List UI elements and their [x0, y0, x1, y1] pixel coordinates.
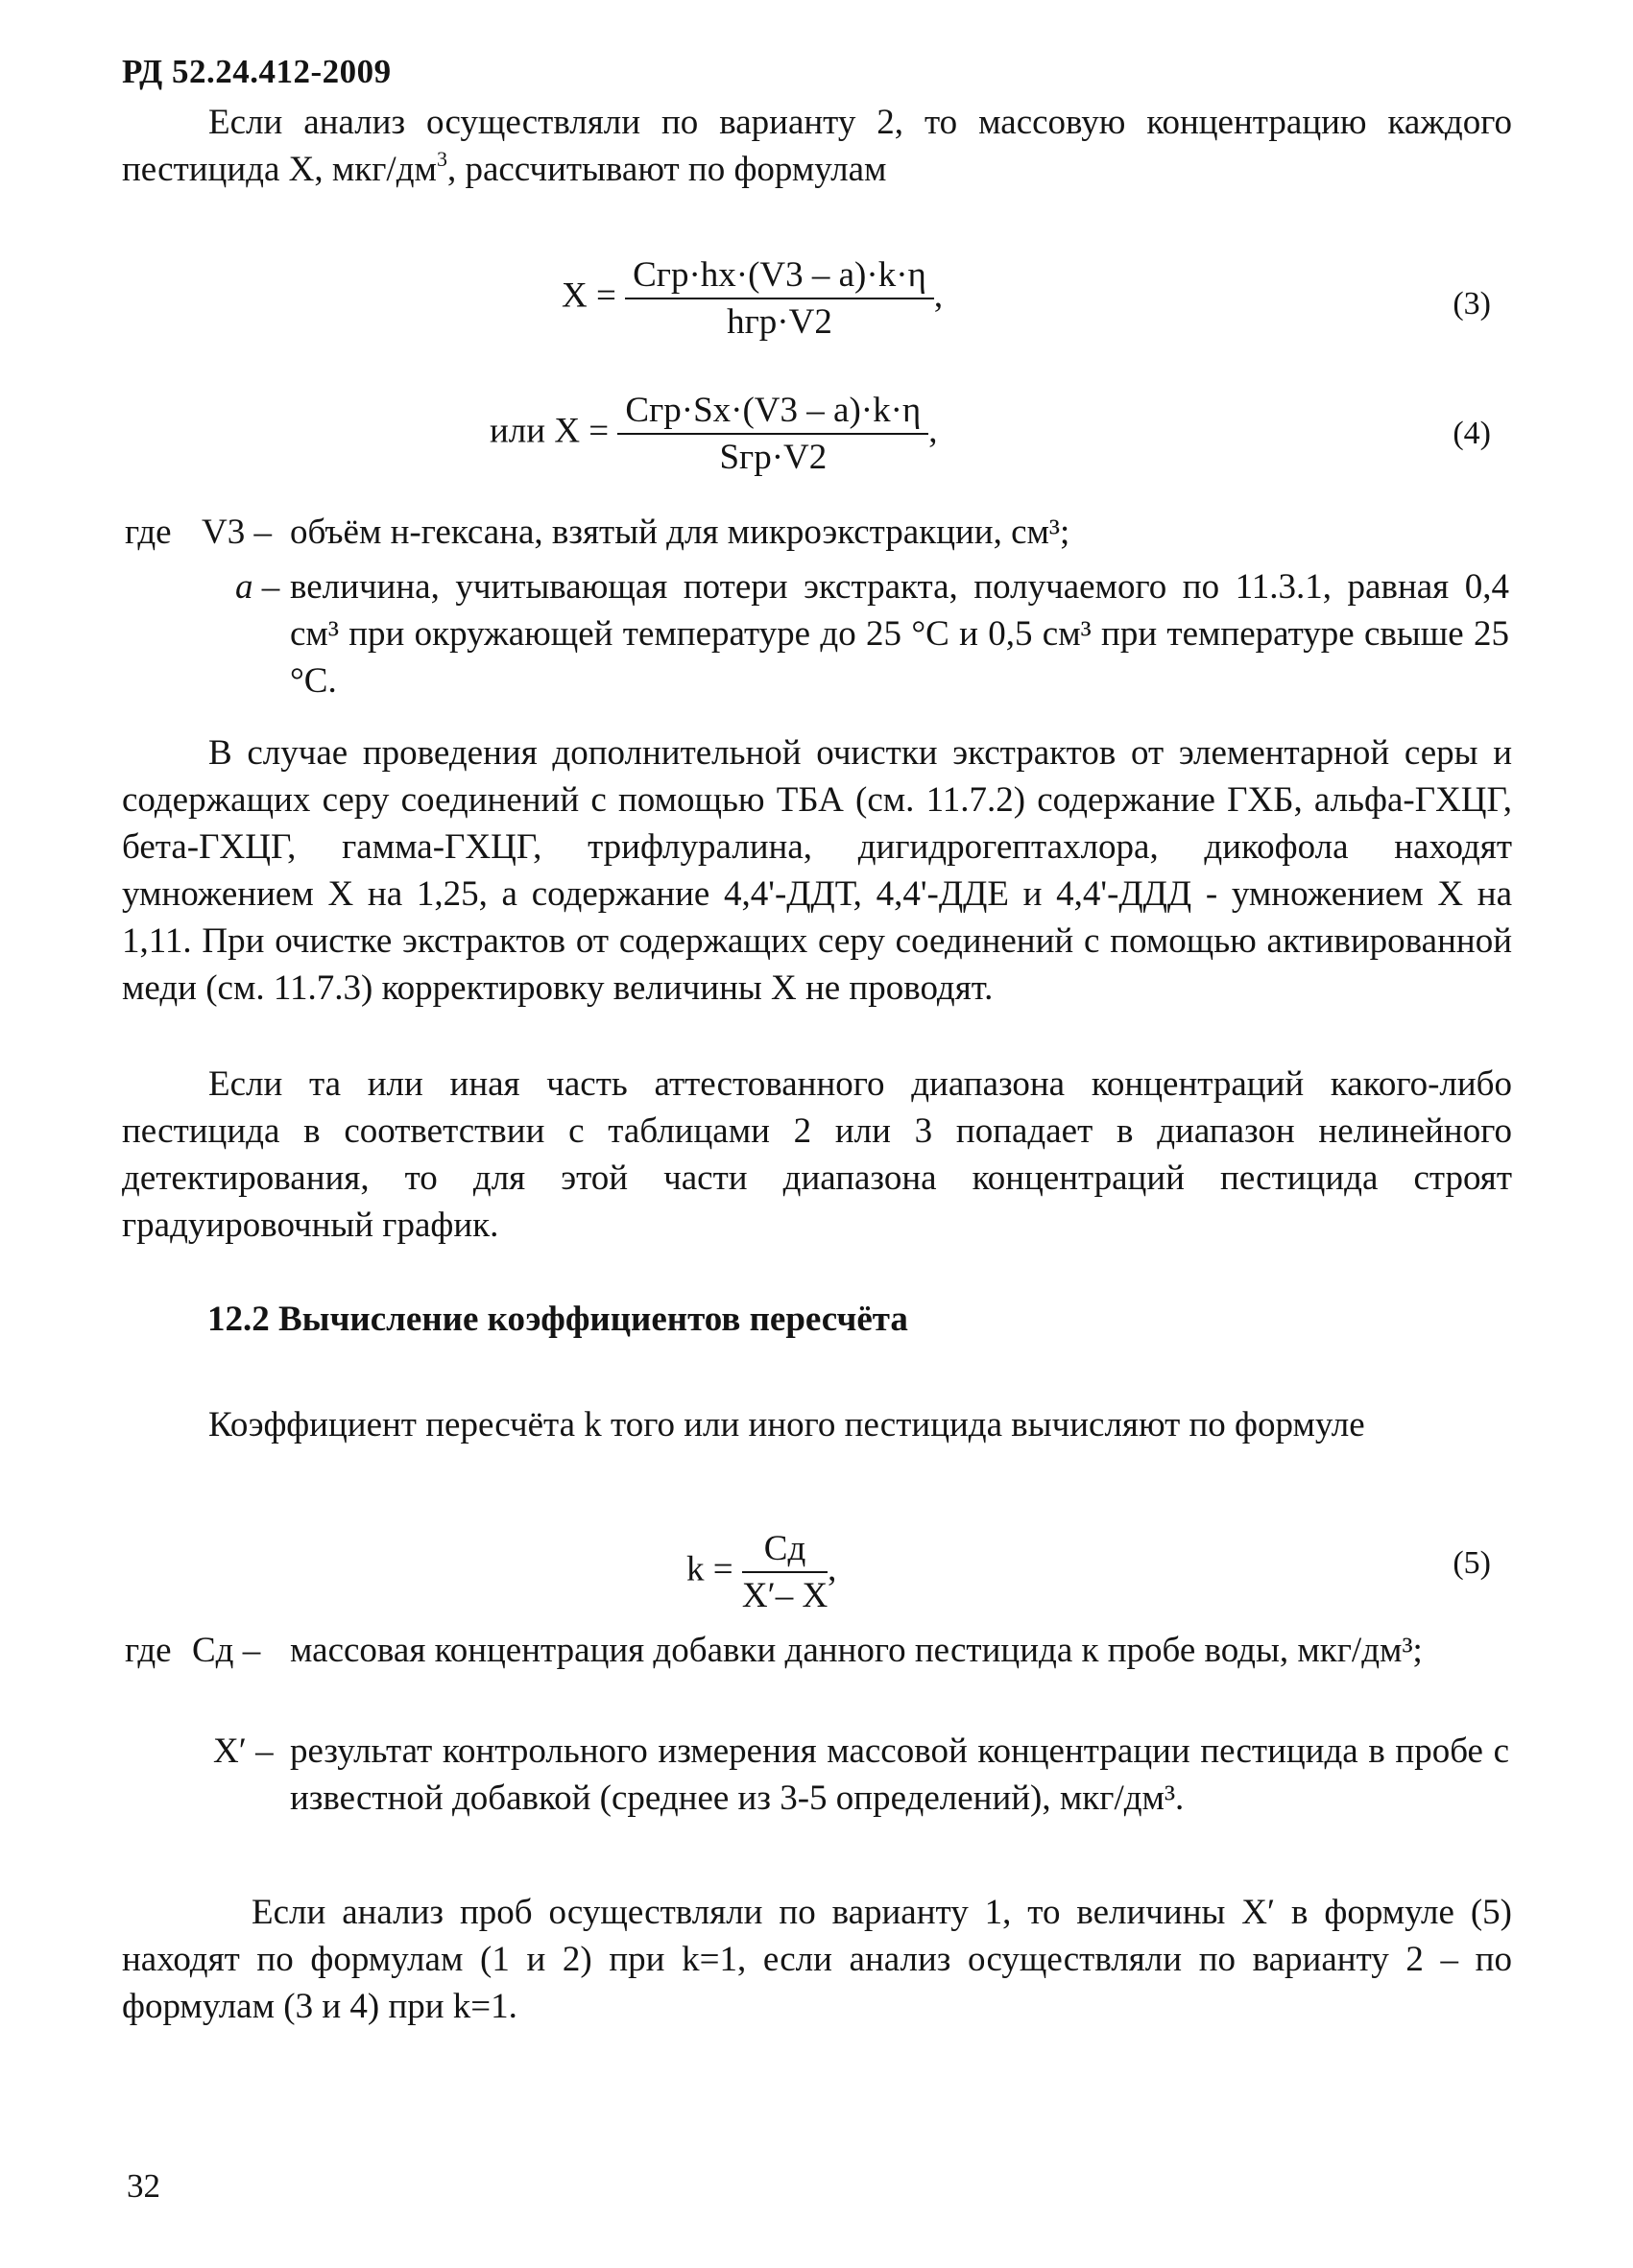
definition-text-a: величина, учитывающая потери экстракта, получаемого по 11.3.1, равная 0,4 см³ при окружающей температуре до 25 °С и 0,5 см³ при температуре свыше 25 °С.: [290, 567, 1509, 701]
formula-3-number: (3): [1453, 286, 1491, 322]
formula-4-lhs: или X =: [490, 411, 610, 451]
formula-3-comma: ,: [933, 275, 944, 316]
paragraph-coefficient-intro: [122, 1401, 1512, 1448]
paragraph-nonlinear-range: [122, 1061, 1512, 1249]
definition-text-v3: объём н-гексана, взятый для микроэкстракции, см³;: [290, 513, 1070, 552]
definitions-lead: где: [125, 513, 172, 552]
page-number: 32: [127, 2167, 160, 2205]
formula-4-numerator: Cгр·Sx·(V3 – a)·k·η: [617, 390, 928, 435]
formula-5-fraction: [742, 1528, 828, 1616]
definition-term-cd: Cд –: [192, 1631, 261, 1670]
formula-4-fraction: [617, 390, 928, 478]
intro-text-end: , рассчитывают по формулам: [446, 150, 887, 189]
paragraph-cleanup-text: В случае проведения дополнительной очистки экстрактов от элементарной серы и содержащих серу соединений с помощью ТБА (см. 11.7.2) содержание ГХБ, альфа-ГХЦГ, бета-ГХЦГ, гамма-ГХЦГ, трифлуралина, дигидрогептахлора, дикофола находят умножением X на 1,25, а содержание 4,4'-ДДТ, 4,4'-ДДЕ и 4,4'-ДДД - умножением X на 1,11. При очистке экстрактов от содержащих серу соединений с помощью активированной меди (см. 11.7.3) корректировку величины X не проводят.: [122, 733, 1512, 1008]
formula-5: [686, 1528, 836, 1616]
definition-term-a: a –: [235, 567, 280, 607]
definition-term-v3: V3 –: [202, 513, 272, 552]
paragraph-cleanup-correction: [122, 729, 1512, 1012]
definitions-lead-2: где: [125, 1631, 172, 1670]
formula-5-number: (5): [1453, 1545, 1491, 1581]
formula-5-comma: ,: [828, 1549, 837, 1589]
paragraph-variants-text: Если анализ проб осуществляли по варианту 1, то величины X′ в формуле (5) находят по формулам (1 и 2) при k=1, если анализ осуществляли по варианту 2 – по формулам (3 и 4) при k=1.: [122, 1893, 1512, 2026]
formula-3-denominator: hгр·V2: [727, 302, 832, 342]
formula-3-lhs: X =: [562, 275, 616, 316]
document-code-header: РД 52.24.412-2009: [122, 53, 392, 90]
formula-5-denominator: X′– X: [741, 1576, 829, 1615]
intro-text: Если анализ осуществляли по варианту 2, то массовую концентрацию каждого пестицида X, мкг/дм: [122, 103, 1512, 189]
definition-term-x-prime: X′ –: [213, 1731, 274, 1771]
formula-5-numerator: Cд: [742, 1528, 828, 1573]
paragraph-nonlinear-text: Если та или иная часть аттестованного диапазона концентраций какого-либо пестицида в соответствии с таблицами 2 или 3 попадает в диапазон нелинейного детектирования, то для этой части диапазона концентраций пестицида строят градуировочный график.: [122, 1064, 1512, 1245]
formula-4-comma: ,: [928, 411, 938, 451]
definition-text-cd: массовая концентрация добавки данного пестицида к пробе воды, мкг/дм³;: [290, 1631, 1423, 1670]
formula-5-lhs: k =: [686, 1549, 733, 1589]
intro-superscript: 3: [436, 147, 447, 171]
formula-3-fraction: [625, 254, 934, 343]
formula-4-number: (4): [1453, 416, 1491, 451]
formula-3-numerator: Cгр·hx·(V3 – a)·k·η: [625, 254, 934, 299]
formula-3: [562, 254, 943, 343]
paragraph-variants: [122, 1889, 1512, 2030]
paragraph-coefficient-text: Коэффициент пересчёта k того или иного пестицида вычисляют по формуле: [208, 1405, 1365, 1444]
section-heading-12-2: 12.2 Вычисление коэффициентов пересчёта: [207, 1300, 908, 1339]
definition-text-x-prime: результат контрольного измерения массовой концентрации пестицида в пробе с известной добавкой (среднее из 3-5 определений), мкг/дм³.: [290, 1731, 1509, 1818]
formula-4-denominator: Sгр·V2: [719, 438, 828, 477]
formula-4: [490, 390, 938, 478]
intro-paragraph: [122, 99, 1512, 193]
